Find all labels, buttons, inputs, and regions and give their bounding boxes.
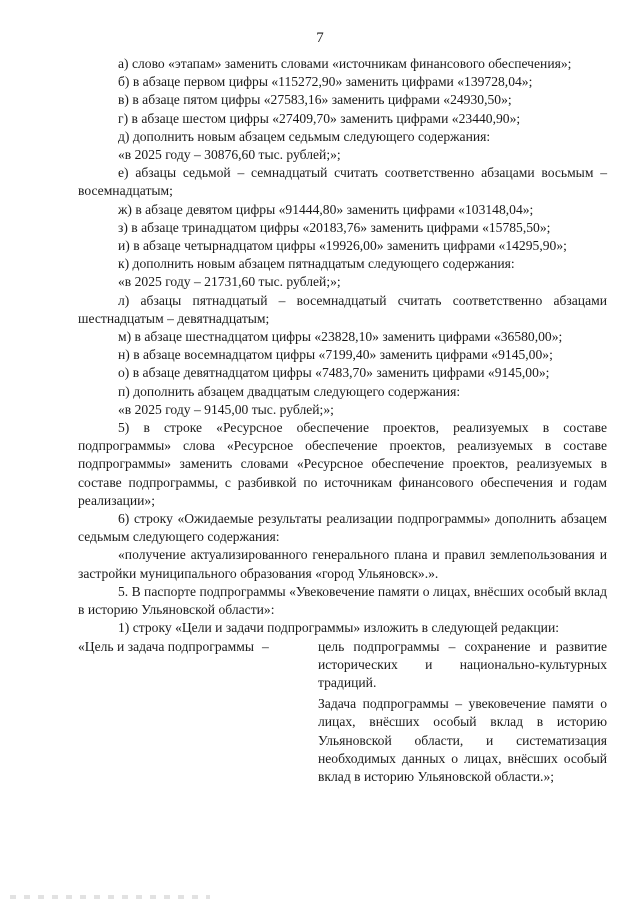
paragraph-zh: ж) в абзаце девятом цифры «91444,80» заменить цифрами «103148,04»; (118, 201, 534, 217)
goals-table-value-cell (318, 638, 607, 790)
document-body (78, 55, 607, 789)
goals-table-label: «Цель и задача подпрограммы (78, 638, 254, 654)
paragraph-z: з) в абзаце тринадцатом цифры «20183,76» заменить цифрами «15785,50»; (118, 219, 551, 235)
goals-table-goal: цель подпрограммы – сохранение и развитие исторических и национально-культурных традиций. (318, 638, 607, 690)
paragraph-o: о) в абзаце девятнадцатом цифры «7483,70» заменить цифрами «9145,00»; (118, 365, 550, 381)
paragraph-i: и) в абзаце четырнадцатом цифры «19926,00» заменить цифрами «14295,90»; (118, 238, 567, 254)
section-5-item-1: 1) строку «Цели и задачи подпрограммы» изложить в следующей редакции: (118, 620, 559, 636)
paragraph-m: м) в абзаце шестнадцатом цифры «23828,10» заменить цифрами «36580,00»; (118, 329, 563, 345)
goals-table-dash: – (262, 638, 269, 654)
paragraph-b: б) в абзаце первом цифры «115272,90» заменить цифрами «139728,04»; (118, 74, 533, 90)
paragraph-a: а) слово «этапам» заменить словами «источникам финансового обеспечения»; (118, 56, 572, 71)
paragraph-p-quote: «в 2025 году – 9145,00 тыс. рублей;»; (118, 401, 334, 417)
scan-artifact (10, 895, 210, 899)
goals-table (78, 638, 607, 790)
section-5: 5. В паспорте подпрограммы «Увековечение памяти о лицах, внёсших особый вклад в историю Ульяновской области»: (78, 583, 608, 618)
paragraph-p: п) дополнить абзацем двадцатым следующего содержания: (118, 383, 461, 399)
paragraph-k-quote: «в 2025 году – 21731,60 тыс. рублей;»; (118, 274, 341, 290)
paragraph-6-quote: «получение актуализированного генерального плана и правил землепользования и застройки муниципального образования «город Ульяновск».». (78, 547, 607, 581)
paragraph-g: г) в абзаце шестом цифры «27409,70» заменить цифрами «23440,90»; (118, 110, 521, 126)
paragraph-n: н) в абзаце восемнадцатом цифры «7199,40» заменить цифрами «9145,00»; (118, 347, 553, 363)
paragraph-e: е) абзацы седьмой – семнадцатый считать соответственно абзацами восьмым – восемнадцатым; (78, 165, 607, 199)
paragraph-k: к) дополнить новым абзацем пятнадцатым следующего содержания: (118, 256, 515, 272)
paragraph-l: л) абзацы пятнадцатый – восемнадцатый считать соответственно абзацами шестнадцатым – девятнадцатым; (78, 292, 607, 326)
paragraph-6: 6) строку «Ожидаемые результаты реализации подпрограммы» дополнить абзацем седьмым следующего содержания: (78, 511, 607, 545)
goals-table-label-cell (78, 638, 318, 790)
paragraph-v: в) в абзаце пятом цифры «27583,16» заменить цифрами «24930,50»; (118, 92, 512, 108)
paragraph-d: д) дополнить новым абзацем седьмым следующего содержания: (118, 128, 491, 144)
paragraph-5: 5) в строке «Ресурсное обеспечение проектов, реализуемых в составе подпрограммы» слова «Ресурсное обеспечение проектов, реализуемых в составе подпрограммы» заменить словами «Ресурсное обеспечение проектов, реализуемых в составе подпрограммы, с разбивкой по источникам финансового обеспечения и годам реализации»; (78, 420, 607, 508)
page-number: 7 (316, 30, 324, 46)
goals-table-task: Задача подпрограммы – увековечение памяти о лицах, внёсших особый вклад в историю Ульяновской области, и систематизация необходимых данных о лицах, внёсших особый вклад в историю Ульяновской области.»; (318, 696, 607, 784)
paragraph-d-quote: «в 2025 году – 30876,60 тыс. рублей;»; (118, 147, 341, 163)
